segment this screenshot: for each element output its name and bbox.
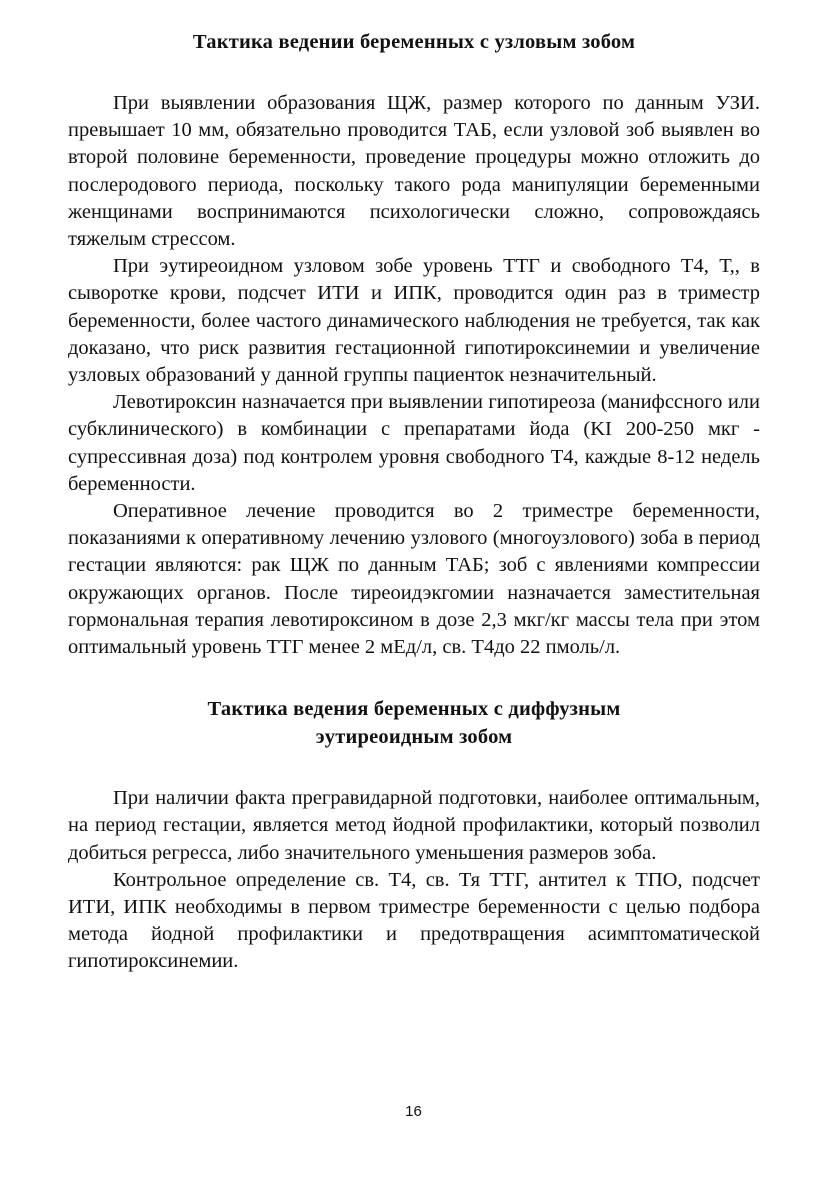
- paragraph: При эутиреоидном узловом зобе уровень ТТГ и свободного Т4, Т,, в сыворотке крови, подсчет ИТИ и ИПК, проводится один раз в триместр беременности, более частого динамического наблюдения не требуется, так как доказано, что риск развития гестационной гипотироксинемии и увеличение узловых образований у данной группы пациенток незначительный.: [68, 255, 760, 387]
- paragraph: Контрольное определение св. Т4, св. Тя ТТГ, антител к ТПО, подсчет ИТИ, ИПК необходимы в первом триместре беременности с целью подбора метода йодной профилактики и предотвращения асимптоматической гипотироксинемии.: [68, 868, 760, 973]
- page-number: 16: [405, 1103, 422, 1120]
- section-title-diffuse-goiter: [68, 695, 760, 751]
- paragraph: При наличии факта прегравидарной подготовки, наиболее оптимальным, на период гестации, является метод йодной профилактики, который позволил добиться регресса, либо значительного уменьшения размеров зоба.: [68, 787, 760, 864]
- paragraph: Левотироксин назначается при выявлении гипотиреоза (манифссного или субклинического) в комбинации с препаратами йода (KI 200-250 мкг - супрессивная доза) под контролем уровня свободного Т4, каждые 8-12 недель беременности.: [68, 391, 760, 495]
- paragraph: При выявлении образования ЩЖ, размер которого по данным УЗИ. превышает 10 мм, обязательно проводится ТАБ, если узловой зоб выявлен во второй половине беременности, проведение процедуры можно отложить до послеродового периода, поскольку такого рода манипуляции беременными женщинами воспринимаются психологически сложно, сопровождаясь тяжелым стрессом.: [68, 92, 760, 251]
- section-title-line: Тактика ведения беременных с диффузным: [207, 698, 621, 721]
- paragraph: Оперативное лечение проводится во 2 триместре беременности, показаниями к оперативному лечению узлового (многоузлового) зоба в период гестации являются: рак ЩЖ по данным ТАБ; зоб с явлениями компрессии окружающих органов. После тиреоидэкгомии назначается заместительная гормональная терапия левотироксином в дозе 2,3 мкг/кг массы тела при этом оптимальный уровень ТТГ менее 2 мЕд/л, св. Т4до 22 пмоль/л.: [68, 500, 760, 659]
- document-page: [68, 24, 760, 976]
- section-title-nodular-goiter: Тактика ведении беременных с узловым зобом: [192, 31, 636, 53]
- section-title-line: эутиреоидным зобом: [315, 726, 513, 749]
